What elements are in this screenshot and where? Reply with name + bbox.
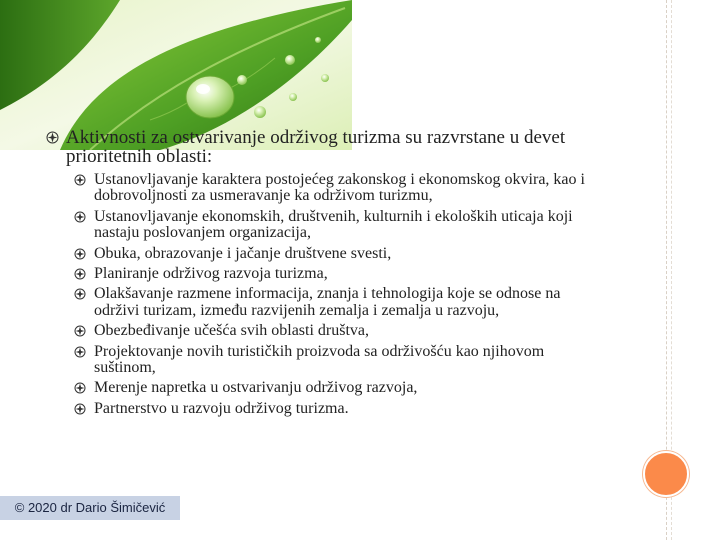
compass-bullet-icon (74, 325, 86, 337)
footer-copyright: © 2020 dr Dario Šimičević (0, 496, 180, 520)
priority-areas-list (74, 172, 606, 417)
list-item (74, 323, 606, 339)
compass-bullet-icon (74, 403, 86, 415)
slide-body (46, 128, 606, 421)
compass-bullet-icon (74, 248, 86, 260)
compass-bullet-icon (74, 211, 86, 223)
list-item (74, 344, 606, 377)
list-item (74, 266, 606, 282)
list-item-text: Projektovanje novih turističkih proizvoda sa održivošću kao njihovom suštinom, (94, 342, 545, 377)
main-bullet-item (46, 128, 606, 166)
compass-bullet-icon (74, 382, 86, 394)
list-item-text: Planiranje održivog razvoja turizma, (94, 265, 328, 283)
decorative-circle (643, 451, 689, 497)
list-item (74, 172, 606, 205)
main-bullet-text: Aktivnosti za ostvarivanje održivog turizma su razvrstane u devet prioritetnih oblasti: (66, 127, 566, 167)
compass-bullet-icon (74, 174, 86, 186)
list-item (74, 380, 606, 396)
list-item-text: Olakšavanje razmene informacija, znanja i tehnologija koje se odnose na održivi turizam, između razvijenih zemalja i zemalja u razvoju, (94, 285, 561, 319)
list-item (74, 209, 606, 242)
compass-bullet-icon (74, 268, 86, 280)
compass-bullet-icon (46, 131, 59, 144)
list-item (74, 246, 606, 262)
list-item-text: Obezbeđivanje učešća svih oblasti društva, (94, 322, 370, 340)
compass-bullet-icon (74, 288, 86, 300)
list-item-text: Obuka, obrazovanje i jačanje društvene svesti, (94, 244, 392, 262)
compass-bullet-icon (74, 346, 86, 358)
list-item (74, 401, 606, 417)
list-item (74, 286, 606, 319)
list-item-text: Ustanovljavanje karaktera postojećeg zakonskog i ekonomskog okvira, kao i dobrovoljnosti za usmeravanje ka održivom turizmu, (94, 171, 585, 205)
list-item-text: Partnerstvo u razvoju održivog turizma. (94, 399, 349, 417)
list-item-text: Merenje napretka u ostvarivanju održivog razvoja, (94, 379, 418, 397)
list-item-text: Ustanovljavanje ekonomskih, društvenih, kulturnih i ekoloških uticaja koji nastaju poslovanjem organizacija, (94, 207, 573, 242)
